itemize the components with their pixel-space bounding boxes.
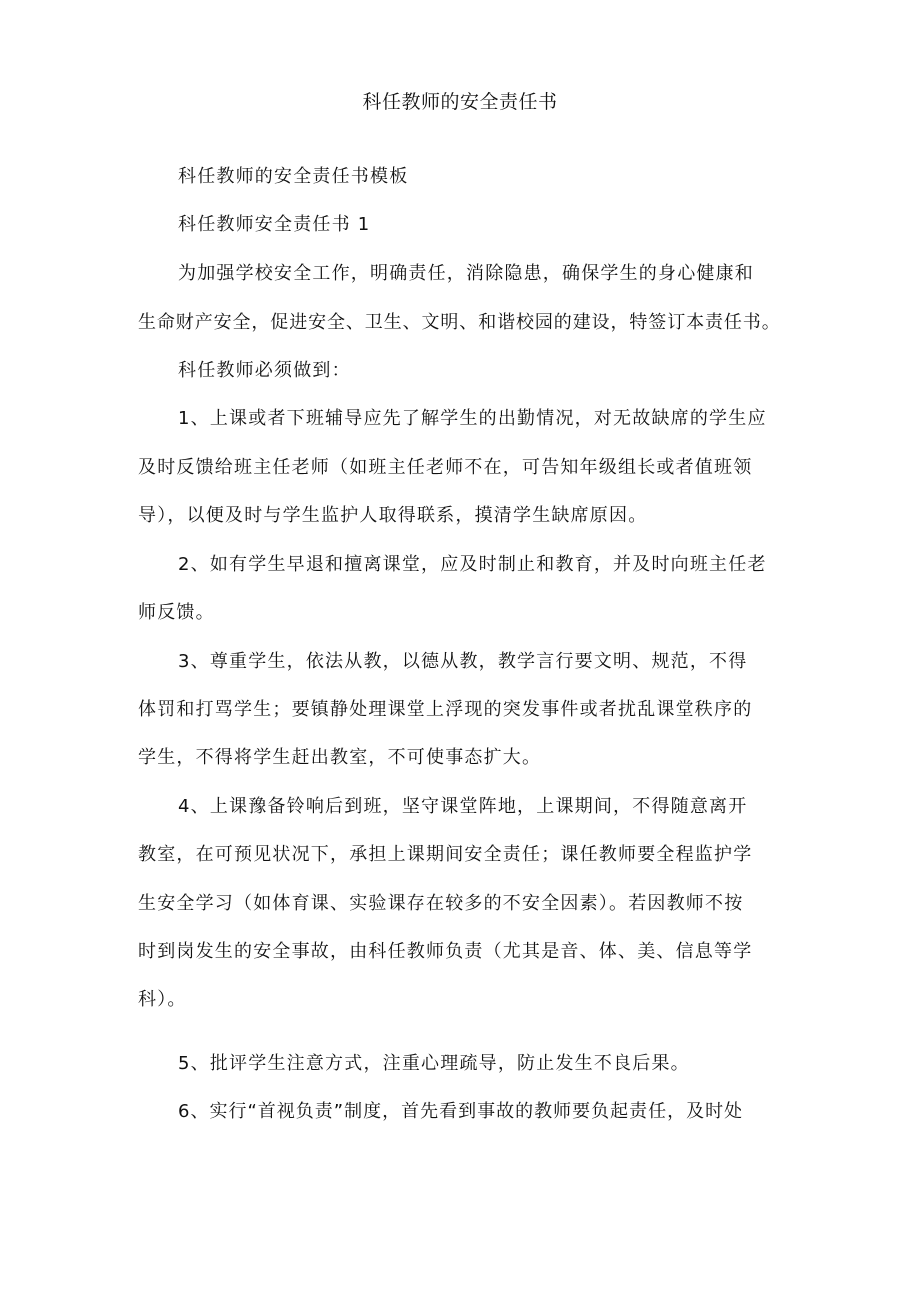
paragraph-line: 师反馈。 — [138, 602, 215, 623]
paragraph-line: 5、批评学生注意方式，注重心理疏导，防止发生不良后果。 — [178, 1053, 690, 1074]
paragraph-line: 教室，在可预见状况下，承担上课期间安全责任；课任教师要全程监护学 — [138, 844, 753, 865]
paragraph-line: 6、实行“首视负责”制度，首先看到事故的教师要负起责任，及时处 — [178, 1101, 744, 1122]
paragraph-line: 学生，不得将学生赶出教室，不可使事态扩大。 — [138, 747, 542, 768]
subtitle-section-1: 科任教师安全责任书 1 — [178, 214, 371, 235]
paragraph-line: 2、如有学生早退和擅离课堂，应及时制止和教育，并及时向班主任老 — [178, 554, 767, 575]
document-title: 科任教师的安全责任书 — [362, 91, 558, 113]
paragraph-line: 生安全学习（如体育课、实验课存在较多的不安全因素）。若因教师不按 — [138, 893, 744, 914]
paragraph-line: 生命财产安全，促进安全、卫生、文明、和谐校园的建设，特签订本责任书。 — [138, 312, 781, 333]
paragraph-line: 3、尊重学生，依法从教，以德从教，教学言行要文明、规范，不得 — [178, 651, 748, 672]
paragraph-line: 科）。 — [138, 989, 187, 1010]
paragraph-line: 及时反馈给班主任老师（如班主任老师不在，可告知年级组长或者值班领 — [138, 457, 753, 478]
paragraph-line: 4、上课豫备铃响后到班，坚守课堂阵地，上课期间，不得随意离开 — [178, 796, 748, 817]
paragraph-line: 为加强学校安全工作，明确责任，消除隐患，确保学生的身心健康和 — [178, 263, 754, 284]
subtitle-template: 科任教师的安全责任书模板 — [178, 166, 409, 187]
paragraph-line: 时到岗发生的安全事故，由科任教师负责（尤其是音、体、美、信息等学 — [138, 941, 753, 962]
paragraph-line: 1、上课或者下班辅导应先了解学生的出勤情况，对无故缺席的学生应 — [178, 408, 767, 429]
paragraph-line: 科任教师必须做到： — [178, 360, 351, 381]
paragraph-line: 导），以便及时与学生监护人取得联系，摸清学生缺席原因。 — [138, 505, 648, 526]
paragraph-line: 体罚和打骂学生；要镇静处理课堂上浮现的突发事件或者扰乱课堂秩序的 — [138, 699, 753, 720]
